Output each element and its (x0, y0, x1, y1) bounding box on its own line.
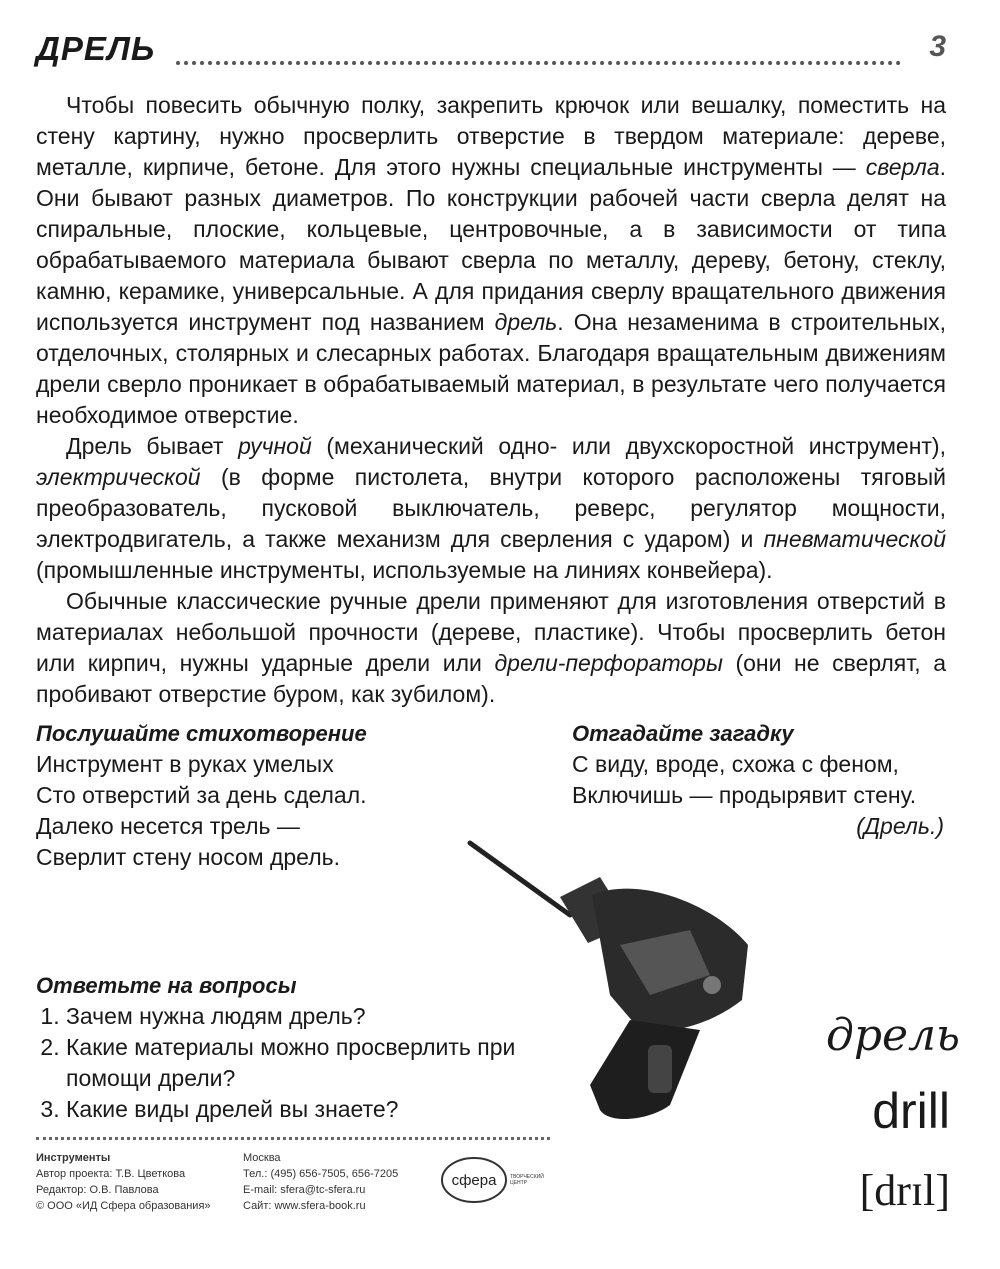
poem-heading: Послушайте стихотворение (36, 721, 367, 746)
word-english: drill (872, 1083, 950, 1139)
footer-phone: Тел.: (495) 656-7505, 656-7205 (243, 1168, 399, 1180)
poem-line: Сверлит стену носом дрель. (36, 844, 340, 870)
footer-author: Автор проекта: Т.В. Цветкова (36, 1168, 186, 1180)
riddle-line: С виду, вроде, схожа с феном, (572, 751, 899, 777)
footer-contacts (243, 1150, 398, 1214)
word-cursive: дрель (825, 1010, 960, 1061)
footer-city: Москва (243, 1152, 281, 1164)
riddle-heading: Отгадайте загадку (572, 721, 794, 746)
poem-section (36, 718, 496, 873)
question-item: 1. Зачем нужна людям дрель? (66, 1001, 556, 1032)
footer-site: Сайт: www.sfera-book.ru (243, 1200, 366, 1212)
question-item: 3. Какие виды дрелей вы знаете? (66, 1094, 556, 1125)
poem-line: Далеко несется трель — (36, 813, 300, 839)
svg-text:ТВОРЧЕСКИЙ: ТВОРЧЕСКИЙ (510, 1174, 544, 1180)
footer-credits (36, 1150, 211, 1214)
page-header (36, 30, 946, 74)
page-title: ДРЕЛЬ (36, 30, 156, 67)
footer-copyright: © ООО «ИД Сфера образования» (36, 1200, 211, 1212)
header-dotted-rule (176, 61, 901, 65)
page-number: 3 (929, 30, 946, 63)
main-text (36, 90, 946, 710)
riddle-line: Включишь — продырявит стену. (572, 782, 917, 808)
footer-dotted-rule (36, 1137, 550, 1140)
sfera-logo (438, 1152, 562, 1206)
svg-text:сфера: сфера (451, 1172, 497, 1189)
questions-list (36, 1001, 556, 1125)
poem-line: Сто отверстий за день сделал. (36, 782, 367, 808)
questions-heading: Ответьте на вопросы (36, 973, 297, 998)
paragraph-2: Дрель бывает ручной (механический одно- или двухскоростной инструмент), электрической (в форме пистолета, внутри которого расположены тяговый преобразователь, пусковой выключатель, реверс, регулятор мощности, электродвигатель, а также механизм для сверления с ударом) и пневматической (промышленные инструменты, используемые на линиях конвейера). (36, 433, 946, 583)
question-item: 2. Какие материалы можно просверлить при помощи дрели? (66, 1032, 556, 1094)
footer-email: E-mail: sfera@tc-sfera.ru (243, 1184, 366, 1196)
paragraph-1: Чтобы повесить обычную полку, закрепить крючок или вешалку, поместить на стену картину, нужно просверлить отверстие в твердом материале: дереве, металле, кирпиче, бетоне. Для этого нужны специальные инструменты — сверла. Они бывают разных диаметров. По конструкции рабочей части сверла делят на спиральные, плоские, кольцевые, центровочные, а в зависимости от типа обрабатываемого материала бывают сверла по металлу, дереву, бетону, стеклу, камню, керамике, универсальные. А для придания сверлу вращательного движения используется инструмент под названием дрель. Она незаменима в строительных, отделочных, столярных и слесарных работах. Благодаря вращательным движениям дрели сверло проникает в обрабатываемый материал, в результате чего получается необходимое отверстие. (36, 92, 946, 428)
paragraph-3: Обычные классические ручные дрели применяют для изготовления отверстий в материалах небольшой прочности (дереве, пластике). Чтобы просверлить бетон или кирпич, нужны ударные дрели или дрели-перфораторы (они не сверлят, а пробивают отверстие буром, как зубилом). (36, 588, 946, 707)
poem-line: Инструмент в руках умелых (36, 751, 334, 777)
svg-text:ЦЕНТР: ЦЕНТР (510, 1180, 528, 1186)
footer-series: Инструменты (36, 1152, 111, 1164)
riddle-section (572, 718, 952, 842)
word-transcription: [drɪl] (859, 1166, 950, 1215)
questions-section (36, 970, 556, 1125)
footer-editor: Редактор: О.В. Павлова (36, 1184, 159, 1196)
riddle-answer: (Дрель.) (856, 813, 944, 839)
